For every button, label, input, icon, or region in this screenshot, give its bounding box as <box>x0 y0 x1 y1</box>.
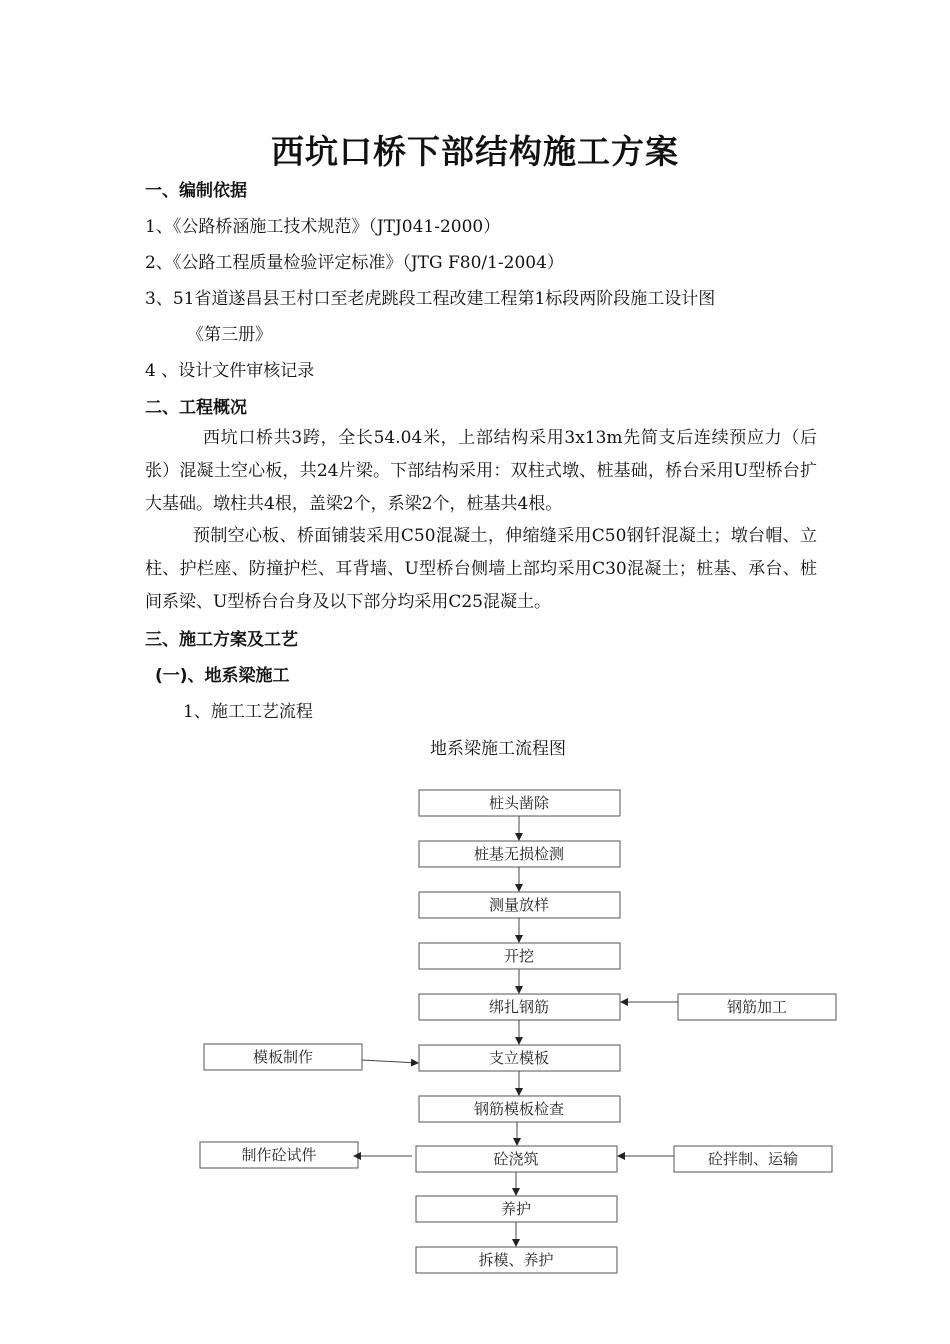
flow-label: 绑扎钢筋 <box>488 998 550 1016</box>
flow-label: 测量放样 <box>488 896 550 914</box>
flow-label: 模板制作 <box>252 1048 314 1066</box>
flow-label: 桩基无损检测 <box>473 845 565 863</box>
basis-item-3: 3、51省道遂昌县王村口至老虎跳段工程改建工程第1标段两阶段施工设计图 <box>145 289 716 309</box>
flow-label: 支立模板 <box>488 1049 550 1067</box>
basis-item-3-cont: 《第三册》 <box>187 325 272 345</box>
flow-label: 钢筋加工 <box>726 998 788 1016</box>
overview-paragraph-1: 西坑口桥共3跨，全长54.04米，上部结构采用3x13m先简支后连续预应力（后张）混凝土空心板，共24片梁。下部结构采用：双柱式墩、桩基础，桥台采用U型桥台扩大基础。墩柱共4根，盖梁2个，系梁2个，桩基共4根。 <box>145 428 817 514</box>
flow-label: 养护 <box>500 1200 532 1218</box>
flow-label: 制作砼试件 <box>241 1146 317 1164</box>
section-heading-basis: 一、编制依据 <box>145 181 247 201</box>
flow-label: 拆模、养护 <box>478 1251 554 1269</box>
basis-item-2: 2、《公路工程质量检验评定标准》（JTG F80/1-2004） <box>145 253 564 273</box>
subsection-item-process: 1、施工工艺流程 <box>183 702 313 722</box>
basis-item-4: 4 、设计文件审核记录 <box>145 361 315 381</box>
page-title: 西坑口桥下部结构施工方案 <box>271 132 679 171</box>
section-heading-method: 三、施工方案及工艺 <box>145 630 298 650</box>
flowchart-caption: 地系梁施工流程图 <box>430 739 566 759</box>
subsection-heading-ground-beam: (一)、地系梁施工 <box>155 666 290 686</box>
overview-paragraph-2: 预制空心板、桥面铺装采用C50混凝土，伸缩缝采用C50钢钎混凝土；墩台帽、立柱、护栏座、防撞护栏、耳背墙、U型桥台侧墙上部均采用C30混凝土；桩基、承台、桩间系梁、U型桥台台身及以下部分均采用C25混凝土。 <box>145 526 817 612</box>
basis-item-1: 1、《公路桥涵施工技术规范》（JTJ041-2000） <box>145 217 501 237</box>
flow-label: 砼浇筑 <box>493 1150 539 1168</box>
flow-label: 钢筋模板检查 <box>473 1100 565 1118</box>
flow-label: 砼拌制、运输 <box>707 1150 799 1168</box>
flow-label: 开挖 <box>503 947 535 965</box>
section-heading-overview: 二、工程概况 <box>145 398 247 418</box>
flow-arrow <box>362 1060 418 1063</box>
flow-label: 桩头凿除 <box>488 794 550 812</box>
